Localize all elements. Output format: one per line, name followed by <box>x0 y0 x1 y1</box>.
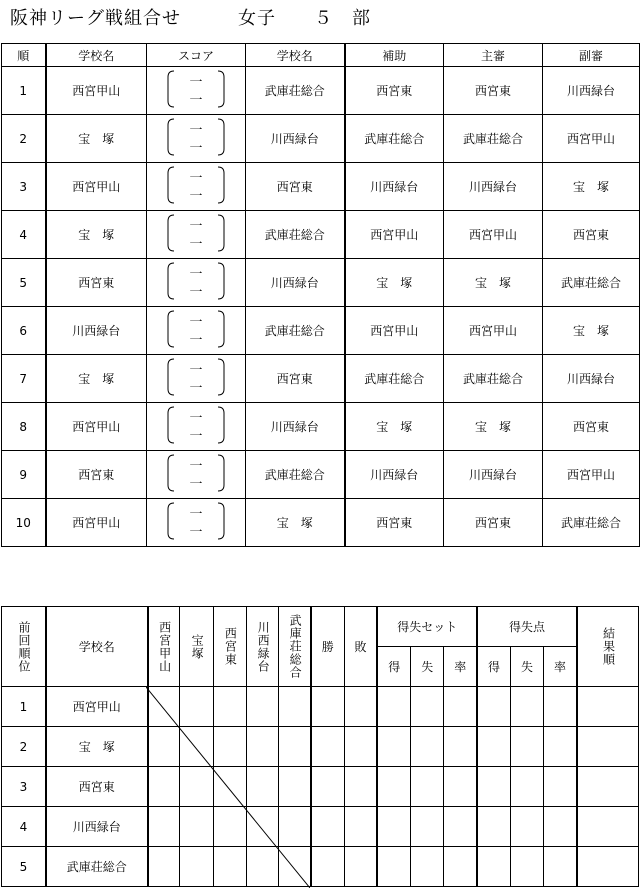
league-result-cell <box>180 687 213 727</box>
match-assistant: 川西緑台 <box>345 163 444 211</box>
match-school-b: 川西緑台 <box>246 403 345 451</box>
league-set-rate <box>444 727 477 767</box>
league-result-cell <box>246 687 278 727</box>
header-opp-3: 西宮東 <box>213 607 246 687</box>
match-score <box>147 451 246 499</box>
league-set-rate <box>444 847 477 887</box>
league-wins <box>311 847 344 887</box>
header-school-b: 学校名 <box>246 44 345 67</box>
match-sub-referee: 西宮東 <box>543 403 640 451</box>
league-set-loss <box>411 847 444 887</box>
header-school: 学校名 <box>46 607 148 687</box>
match-row <box>2 211 640 259</box>
header-set-rate: 率 <box>444 647 477 687</box>
league-school: 西宮甲山 <box>46 687 148 727</box>
league-result-cell <box>148 687 180 727</box>
match-referee: 西宮東 <box>444 499 543 547</box>
header-set-gain: 得 <box>377 647 410 687</box>
match-school-b: 川西緑台 <box>246 259 345 307</box>
match-school-b: 武庫荘総合 <box>246 451 345 499</box>
league-point-gain <box>477 727 510 767</box>
league-result-cell <box>213 727 246 767</box>
score-bottom: 一 <box>189 141 203 156</box>
match-score <box>147 403 246 451</box>
league-final-rank <box>577 847 639 887</box>
league-set-gain <box>377 727 410 767</box>
header-school-a: 学校名 <box>46 44 147 67</box>
league-result-cell <box>279 727 311 767</box>
match-sub-referee: 川西緑台 <box>543 67 640 115</box>
match-header-row <box>2 44 640 67</box>
league-result-cell <box>180 807 213 847</box>
score-top: 一 <box>189 267 203 282</box>
header-point-diff: 得失点 <box>477 607 577 647</box>
league-result-cell <box>148 807 180 847</box>
league-point-loss <box>510 767 543 807</box>
league-result-cell <box>246 807 278 847</box>
league-final-rank <box>577 807 639 847</box>
league-result-cell <box>213 687 246 727</box>
league-losses <box>344 807 377 847</box>
league-result-cell <box>213 767 246 807</box>
league-point-loss <box>510 687 543 727</box>
league-result-cell <box>279 687 311 727</box>
match-order: 10 <box>2 499 46 547</box>
match-sub-referee: 武庫荘総合 <box>543 259 640 307</box>
league-result-cell <box>148 847 180 887</box>
header-opp-1: 西宮甲山 <box>148 607 180 687</box>
league-point-loss <box>510 727 543 767</box>
header-set-diff: 得失セット <box>377 607 477 647</box>
league-point-rate <box>544 807 577 847</box>
match-school-a: 西宮東 <box>46 259 147 307</box>
match-row <box>2 115 640 163</box>
league-final-rank <box>577 727 639 767</box>
league-result-cell <box>246 767 278 807</box>
score-bottom: 一 <box>189 93 203 108</box>
match-score <box>147 211 246 259</box>
match-score <box>147 163 246 211</box>
league-prev-rank: 3 <box>2 767 46 807</box>
match-order: 1 <box>2 67 46 115</box>
league-point-rate <box>544 847 577 887</box>
league-result-cell <box>213 847 246 887</box>
match-school-a: 宝 塚 <box>46 211 147 259</box>
league-set-gain <box>377 687 410 727</box>
match-school-a: 川西緑台 <box>46 307 147 355</box>
league-row <box>2 807 639 847</box>
header-wins: 勝 <box>311 607 344 687</box>
match-school-b: 川西緑台 <box>246 115 345 163</box>
league-row <box>2 727 639 767</box>
match-sub-referee: 宝 塚 <box>543 307 640 355</box>
league-set-rate <box>444 767 477 807</box>
score-bottom: 一 <box>189 189 203 204</box>
match-order: 9 <box>2 451 46 499</box>
league-point-gain <box>477 807 510 847</box>
match-school-b: 武庫荘総合 <box>246 307 345 355</box>
match-assistant: 西宮甲山 <box>345 211 444 259</box>
match-referee: 西宮甲山 <box>444 307 543 355</box>
league-set-loss <box>411 767 444 807</box>
league-result-cell <box>279 847 311 887</box>
header-score: スコア <box>147 44 246 67</box>
league-set-gain <box>377 767 410 807</box>
league-row <box>2 847 639 887</box>
match-order: 6 <box>2 307 46 355</box>
header-prev-rank: 前回順位 <box>2 607 46 687</box>
match-row <box>2 451 640 499</box>
match-sub-referee: 西宮東 <box>543 211 640 259</box>
header-opp-5: 武庫荘総合 <box>279 607 311 687</box>
score-bottom: 一 <box>189 285 203 300</box>
match-assistant: 西宮東 <box>345 67 444 115</box>
league-prev-rank: 1 <box>2 687 46 727</box>
header-losses: 敗 <box>344 607 377 687</box>
match-row <box>2 307 640 355</box>
match-sub-referee: 宝 塚 <box>543 163 640 211</box>
match-order: 8 <box>2 403 46 451</box>
league-result-cell <box>180 727 213 767</box>
header-set-loss: 失 <box>411 647 444 687</box>
league-wins <box>311 687 344 727</box>
match-score <box>147 259 246 307</box>
header-opp-4: 川西緑台 <box>246 607 278 687</box>
match-row <box>2 163 640 211</box>
match-score <box>147 67 246 115</box>
league-set-loss <box>411 687 444 727</box>
league-point-gain <box>477 767 510 807</box>
league-losses <box>344 767 377 807</box>
league-final-rank <box>577 767 639 807</box>
match-assistant: 西宮甲山 <box>345 307 444 355</box>
match-school-b: 西宮東 <box>246 355 345 403</box>
match-assistant: 武庫荘総合 <box>345 115 444 163</box>
score-top: 一 <box>189 363 203 378</box>
league-point-loss <box>510 807 543 847</box>
league-prev-rank: 2 <box>2 727 46 767</box>
score-top: 一 <box>189 123 203 138</box>
match-school-a: 西宮甲山 <box>46 499 147 547</box>
match-order: 4 <box>2 211 46 259</box>
match-assistant: 宝 塚 <box>345 403 444 451</box>
league-losses <box>344 847 377 887</box>
match-sub-referee: 西宮甲山 <box>543 451 640 499</box>
league-school: 宝 塚 <box>46 727 148 767</box>
league-school: 川西緑台 <box>46 807 148 847</box>
score-bottom: 一 <box>189 525 203 540</box>
match-school-b: 武庫荘総合 <box>246 67 345 115</box>
league-set-gain <box>377 847 410 887</box>
match-referee: 宝 塚 <box>444 403 543 451</box>
header-referee: 主審 <box>444 44 543 67</box>
league-point-gain <box>477 687 510 727</box>
match-school-a: 宝 塚 <box>46 355 147 403</box>
match-referee: 武庫荘総合 <box>444 355 543 403</box>
score-top: 一 <box>189 459 203 474</box>
score-top: 一 <box>189 219 203 234</box>
match-sub-referee: 武庫荘総合 <box>543 499 640 547</box>
league-point-loss <box>510 847 543 887</box>
league-result-cell <box>246 847 278 887</box>
match-score <box>147 307 246 355</box>
match-school-b: 西宮東 <box>246 163 345 211</box>
match-order: 3 <box>2 163 46 211</box>
league-result-cell <box>279 807 311 847</box>
match-referee: 川西緑台 <box>444 163 543 211</box>
match-school-a: 西宮甲山 <box>46 163 147 211</box>
match-row <box>2 499 640 547</box>
score-top: 一 <box>189 411 203 426</box>
league-result-cell <box>148 727 180 767</box>
match-score <box>147 499 246 547</box>
match-referee: 川西緑台 <box>444 451 543 499</box>
league-result-cell <box>180 767 213 807</box>
header-order: 順 <box>2 44 46 67</box>
league-losses <box>344 727 377 767</box>
league-point-rate <box>544 687 577 727</box>
league-result-cell <box>246 727 278 767</box>
match-assistant: 武庫荘総合 <box>345 355 444 403</box>
league-set-loss <box>411 727 444 767</box>
score-top: 一 <box>189 75 203 90</box>
match-row <box>2 403 640 451</box>
score-bottom: 一 <box>189 429 203 444</box>
match-assistant: 川西緑台 <box>345 451 444 499</box>
score-bottom: 一 <box>189 333 203 348</box>
header-result-rank: 結果順 <box>577 607 639 687</box>
league-losses <box>344 687 377 727</box>
match-order: 5 <box>2 259 46 307</box>
league-set-gain <box>377 807 410 847</box>
league-prev-rank: 4 <box>2 807 46 847</box>
league-point-rate <box>544 767 577 807</box>
league-point-rate <box>544 727 577 767</box>
header-point-loss: 失 <box>510 647 543 687</box>
match-referee: 宝 塚 <box>444 259 543 307</box>
league-result-cell <box>213 807 246 847</box>
league-wins <box>311 727 344 767</box>
header-sub-referee: 副審 <box>543 44 640 67</box>
league-row <box>2 687 639 727</box>
match-row <box>2 259 640 307</box>
match-school-a: 西宮甲山 <box>46 67 147 115</box>
header-assistant: 補助 <box>345 44 444 67</box>
page-title: 阪神リーグ戦組合せ 女子 ５ 部 <box>10 8 371 29</box>
match-row <box>2 67 640 115</box>
match-order: 2 <box>2 115 46 163</box>
match-referee: 西宮甲山 <box>444 211 543 259</box>
header-point-gain: 得 <box>477 647 510 687</box>
match-schedule-table <box>1 43 640 547</box>
league-set-loss <box>411 807 444 847</box>
league-school: 西宮東 <box>46 767 148 807</box>
match-score <box>147 355 246 403</box>
header-opp-2: 宝塚 <box>180 607 213 687</box>
match-school-b: 宝 塚 <box>246 499 345 547</box>
match-referee: 西宮東 <box>444 67 543 115</box>
match-school-a: 西宮甲山 <box>46 403 147 451</box>
league-result-cell <box>180 847 213 887</box>
header-point-rate: 率 <box>544 647 577 687</box>
league-set-rate <box>444 687 477 727</box>
league-result-cell <box>279 767 311 807</box>
match-assistant: 西宮東 <box>345 499 444 547</box>
league-set-rate <box>444 807 477 847</box>
match-sub-referee: 西宮甲山 <box>543 115 640 163</box>
match-school-b: 武庫荘総合 <box>246 211 345 259</box>
league-wins <box>311 767 344 807</box>
match-assistant: 宝 塚 <box>345 259 444 307</box>
league-wins <box>311 807 344 847</box>
match-referee: 武庫荘総合 <box>444 115 543 163</box>
league-result-cell <box>148 767 180 807</box>
score-bottom: 一 <box>189 381 203 396</box>
match-school-a: 宝 塚 <box>46 115 147 163</box>
match-order: 7 <box>2 355 46 403</box>
league-school: 武庫荘総合 <box>46 847 148 887</box>
league-prev-rank: 5 <box>2 847 46 887</box>
league-final-rank <box>577 687 639 727</box>
score-bottom: 一 <box>189 477 203 492</box>
league-row <box>2 767 639 807</box>
score-top: 一 <box>189 171 203 186</box>
match-score <box>147 115 246 163</box>
match-row <box>2 355 640 403</box>
score-bottom: 一 <box>189 237 203 252</box>
score-top: 一 <box>189 315 203 330</box>
match-school-a: 西宮東 <box>46 451 147 499</box>
score-top: 一 <box>189 507 203 522</box>
league-point-gain <box>477 847 510 887</box>
match-sub-referee: 川西緑台 <box>543 355 640 403</box>
league-standings-table <box>1 606 639 887</box>
